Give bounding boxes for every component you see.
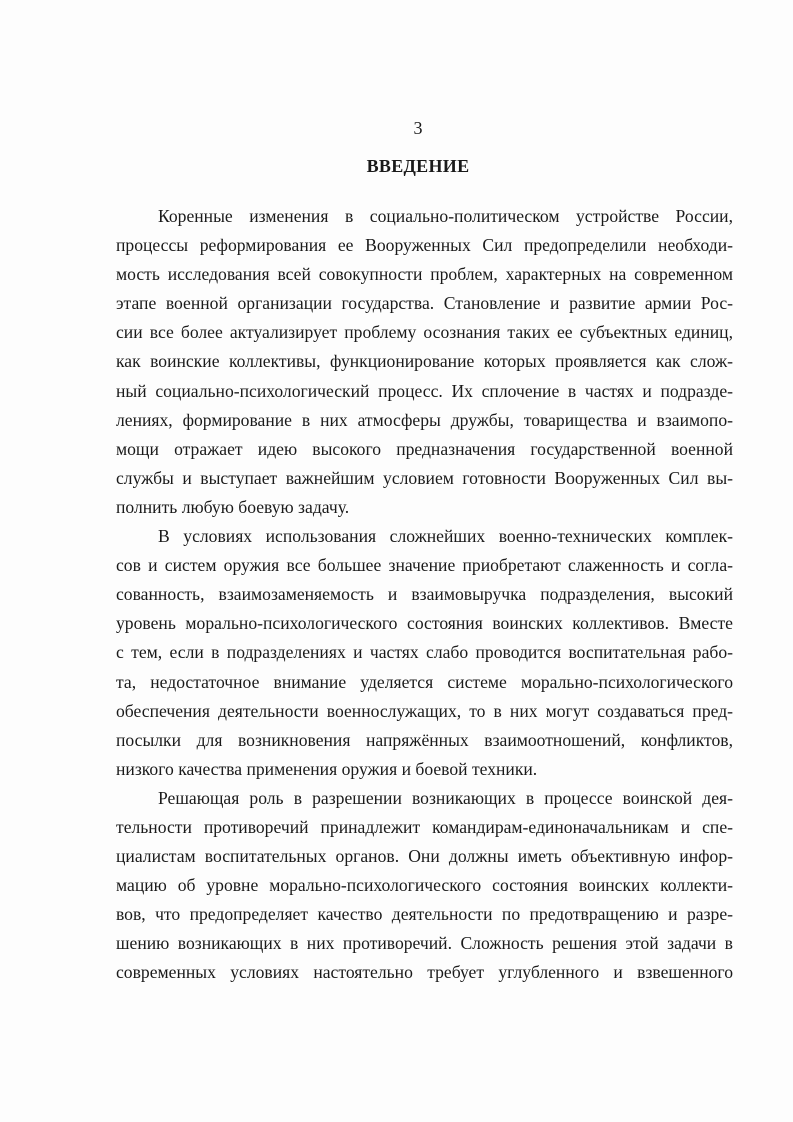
text-line: полнить любую боевую задачу. [116, 496, 350, 517]
text-line: В условиях использования сложнейших военно-технических комплек- [158, 526, 733, 547]
text-line: мощи отражает идею высокого предназначения государственной военной [116, 438, 733, 459]
text-line: сов и систем оружия все большее значение приобретают слаженность и согла- [116, 555, 733, 576]
text-line: низкого качества применения оружия и боевой техники. [116, 758, 538, 779]
text-line: уровень морально-психологического состояния воинских коллективов. Вместе [116, 613, 733, 634]
text-line: лениях, формирование в них атмосферы дружбы, товарищества и взаимопо- [116, 409, 733, 430]
text-line: сованность, взаимозаменяемость и взаимовыручка подразделения, высокий [116, 584, 733, 605]
body-text [116, 202, 733, 988]
text-line: Коренные изменения в социально-политическом устройстве России, [158, 206, 733, 226]
text-line: циалистам воспитательных органов. Они должны иметь объективную инфор- [116, 846, 733, 867]
text-line: мость исследования всей совокупности проблем, характерных на современном [116, 264, 733, 285]
text-line: вов, что предопределяет качество деятельности по предотвращению и разре- [116, 904, 733, 925]
text-line: обеспечения деятельности военнослужащих, то в них могут создаваться пред- [116, 700, 733, 721]
text-line: с тем, если в подразделениях и частях слабо проводится воспитательная рабо- [116, 642, 733, 663]
text-line: мацию об уровне морально-психологического состояния воинских коллекти- [116, 875, 733, 896]
text-line: службы и выступает важнейшим условием готовности Вооруженных Сил вы- [116, 467, 733, 488]
text-line: современных условиях настоятельно требует углубленного и взвешенного [116, 962, 733, 983]
text-line: сии все более актуализирует проблему осознания таких ее субъектных единиц, [116, 322, 733, 343]
text-line: ный социально-психологический процесс. Их сплочение в частях и подразде- [116, 380, 733, 401]
text-line: та, недостаточное внимание уделяется системе морально-психологического [116, 671, 733, 692]
text-line: шению возникающих в них противоречий. Сложность решения этой задачи в [116, 933, 733, 954]
text-line: Решающая роль в разрешении возникающих в процессе воинской дея- [158, 787, 733, 808]
text-line: этапе военной организации государства. Становление и развитие армии Рос- [116, 293, 733, 314]
text-line: процессы реформирования ее Вооруженных Сил предопределили необходи- [116, 235, 733, 256]
text-line: тельности противоречий принадлежит командирам-единоначальникам и спе- [116, 816, 733, 837]
text-line: посылки для возникновения напряжённых взаимоотношений, конфликтов, [116, 729, 733, 750]
text-line: как воинские коллективы, функционирование которых проявляется как слож- [116, 351, 733, 372]
page-number: 3 [413, 118, 423, 138]
section-heading: ВВЕДЕНИЕ [366, 156, 470, 176]
